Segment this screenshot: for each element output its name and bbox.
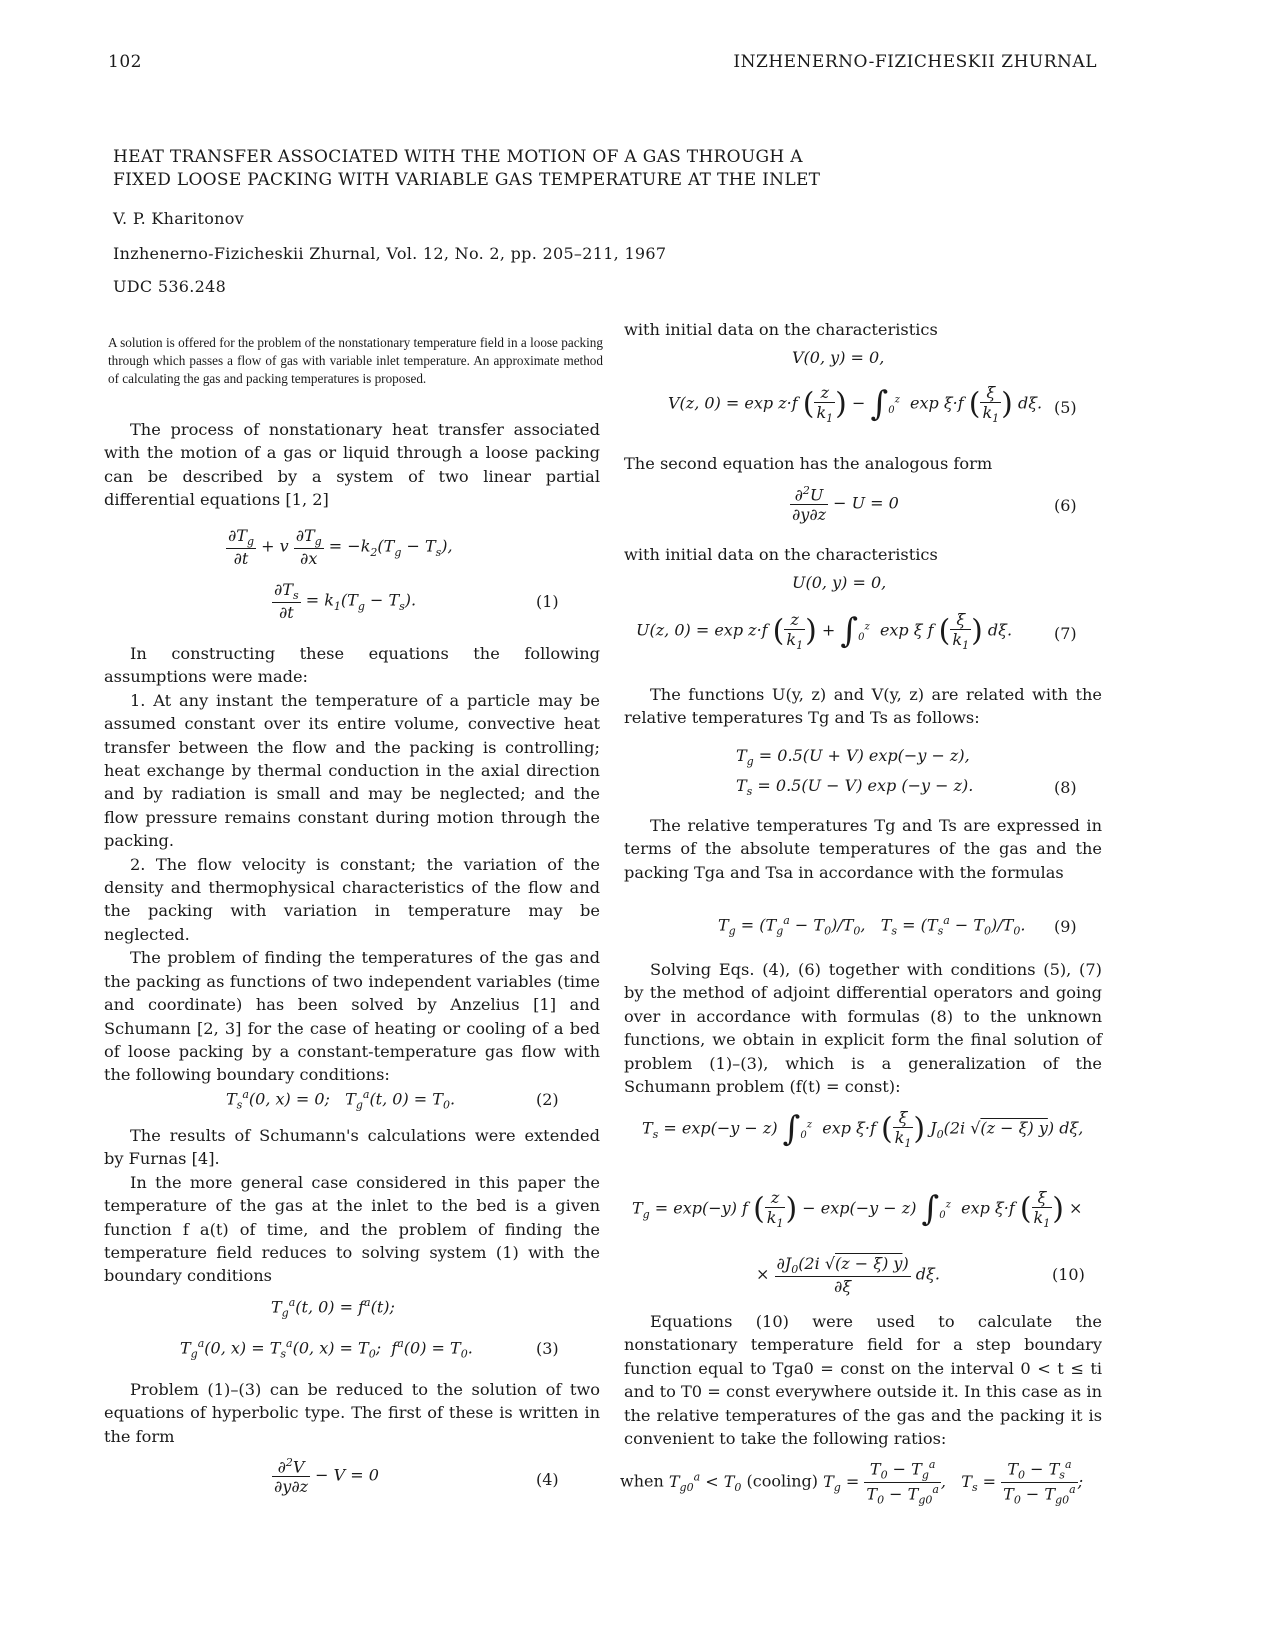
equation-8a: $T_g = 0.5(U + V) \exp(-y - z)$, [736,746,970,769]
title-line-2: FIXED LOOSE PACKING WITH VARIABLE GAS TEMPERATURE AT THE INLET [113,170,821,190]
equation-5a: V(0, y) = 0, [792,348,885,367]
right-paragraph-2 [624,452,1102,475]
paragraph-text: The second equation has the analogous form [624,454,993,473]
equation-2: $T_s^a(0$, x) = 0; $T_g^a(t$, $0) = T_0$. [226,1088,456,1112]
equation-9: $T_g = (T_g^a - T_0)/T_0$, $T_s = (T_s^a - T_0)/T_0$. [718,914,1026,938]
equation-3b: $T_g^a(0$, $x) = T_s^a(0$, $x) = T_0$; $f^a(0) = T_0$. [180,1337,473,1361]
paragraph-text: 1. At any instant the temperature of a particle may be assumed constant over its entire volume, convective heat transfer between the flow and the packing is controlling; heat exchange by thermal conduction in the axial direction and by radiation is small and may be neglected; and the flow pressure remains constant during motion through the packing. [104,690,600,851]
equation-number-4: (4) [536,1470,559,1489]
paragraph-text: Solving Eqs. (4), (6) together with conditions (5), (7) by the method of adjoint differential operators and going over in accordance with formulas (8) to the unknown functions, we obtain in explicit form the final solution of problem (1)–(3), which is a generalization of the Schumann problem (f(t) = const): [624,960,1102,1097]
cooling-label: (cooling) [746,1471,818,1491]
title-line-1: HEAT TRANSFER ASSOCIATED WITH THE MOTION OF A GAS THROUGH A [113,147,803,167]
equation-3a: $T_g^a(t$, $0) = f^a(t)$; [271,1296,395,1320]
right-paragraph-7 [624,1310,1102,1450]
equation-8b: $T_s = 0.5(U - V)$ exp (−y − z). [736,776,974,799]
paragraph-text: The process of nonstationary heat transfer associated with the motion of a gas or liquid through a loose packing can be described by a system of two linear partial differential equations [1, 2] [104,420,600,510]
abstract-text: A solution is offered for the problem of the nonstationary temperature field in a loose packing through which passes a flow of gas with variable inlet temperature. An approximate method of calculating the gas and packing temperatures is proposed. [108,335,603,386]
equation-cooling: when $T_{g0}^a < T_0$ (cooling) $T_g$ = $\frac{T_0 - T_g^a}{T_0 - T_{g0}^a}$ , $T_s$ = $\frac{T_0 - T_s^a}{T_0 - T_{g0}^a}$ ; [620,1458,1084,1507]
equation-number-8: (8) [1054,778,1077,797]
paragraph-text: The functions U(y, z) and V(y, z) are related with the relative temperatures Tg and Ts as follows: [624,685,1102,728]
equation-number-10: (10) [1052,1265,1085,1284]
page-number: 102 [108,52,142,72]
article-title [113,146,820,192]
paragraph-text: Equations (10) were used to calculate the nonstationary temperature field for a step boundary function equal to Tga0 = const on the interval 0 < t ≤ ti and to T0 = const everywhere outside it. In this case as in the relative temperatures of the gas and the packing it is convenient to take the following ratios: [624,1312,1102,1449]
equation-10b: $T_g = \exp(-y)$ f ( $\frac{z}{k_1}$ ) − exp(−y − z) $\int_0^z$ exp ξ·f ( $\frac{\xi}{k_1}$ ) × [632,1188,1083,1231]
right-paragraph-5 [624,814,1102,884]
when-label: when [620,1471,664,1491]
equation-number-6: (6) [1054,496,1077,515]
equation-1a: $\frac{\partial T_g}{\partial t}$ + v $\frac{\partial T_g}{\partial x}$ = $-k_2(T_g - T_s)$, [228,526,453,569]
abstract [108,334,603,388]
left-paragraph-1 [104,418,600,512]
udc-code: UDC 536.248 [113,277,227,296]
paragraph-text: In constructing these equations the following assumptions were made: [104,644,600,687]
paragraph-text: Problem (1)–(3) can be reduced to the solution of two equations of hyperbolic type. The first of these is written in the form [104,1380,600,1446]
author: V. P. Kharitonov [113,209,245,228]
paragraph-text: 2. The flow velocity is constant; the variation of the density and thermophysical characteristics of the flow and the packing with variation in temperature may be neglected. [104,854,600,944]
right-paragraph-6 [624,958,1102,1098]
equation-number-5: (5) [1054,398,1077,417]
equation-number-9: (9) [1054,917,1077,936]
equation-1b: $\frac{\partial T_s}{\partial t}$ = $k_1(T_g - T_s)$. [274,580,417,623]
paragraph-text: The relative temperatures Tg and Ts are expressed in terms of the absolute temperatures of the gas and the packing Tga and Tsa in accordance with the formulas [624,816,1102,882]
equation-7b: U(z, 0) = exp z·f ( $\frac{z}{k_1}$ ) + $\int_0^z$ exp ξ f ( $\frac{\xi}{k_1}$ ) dξ. [636,610,1013,653]
journal-header: INZHENERNO-FIZICHESKII ZHURNAL [733,52,1097,72]
equation-number-7: (7) [1054,624,1077,643]
equation-7a: U(0, y) = 0, [792,573,887,592]
equation-number-2: (2) [536,1090,559,1109]
paragraph-text: The results of Schumann's calculations were extended by Furnas [4]. [104,1126,600,1169]
equation-10c: × $\frac{\partial J_0(2i √(z - \xi) y)}{\partial\xi}$ dξ. [756,1254,940,1297]
equation-6: $\frac{\partial^2U}{\partial y\partial z}$ − U = 0 [792,484,899,525]
paragraph-text: with initial data on the characteristics [624,320,938,339]
citation: Inzhenerno-Fizicheskii Zhurnal, Vol. 12, No. 2, pp. 205–211, 1967 [113,244,667,263]
paragraph-text: The problem of finding the temperatures of the gas and the packing as functions of two independent variables (time and coordinate) has been solved by Anzelius [1] and Schumann [2, 3] for the case of heating or cooling of a bed of loose packing by a constant-temperature gas flow with the following boundary conditions: [104,948,600,1085]
right-paragraph-3 [624,543,1102,566]
left-paragraph-2 [104,642,600,1087]
left-paragraph-4 [104,1378,600,1448]
equation-5b: V(z, 0) = exp z·f ( $\frac{z}{k_1}$ ) − $\int_0^z$ exp ξ·f ( $\frac{\xi}{k_1}$ ) dξ. [668,383,1043,426]
equation-4: $\frac{\partial^2V}{\partial y\partial z}$ − V = 0 [274,1456,379,1497]
right-paragraph-4 [624,683,1102,730]
paragraph-text: with initial data on the characteristics [624,545,938,564]
left-paragraph-3 [104,1124,600,1288]
equation-number-3: (3) [536,1339,559,1358]
equation-number-1: (1) [536,592,559,611]
paragraph-text: In the more general case considered in this paper the temperature of the gas at the inlet to the bed is a given function f a(t) of time, and the problem of finding the temperature field reduces to solving system (1) with the boundary conditions [104,1172,600,1286]
equation-10a: $T_s = \exp(-y - z)$ $\int_0^z$ exp ξ·f ( $\frac{\xi}{k_1}$ ) $J_0(2i$ √(z − ξ) y) dξ, [642,1108,1084,1151]
right-paragraph-1 [624,318,1102,341]
